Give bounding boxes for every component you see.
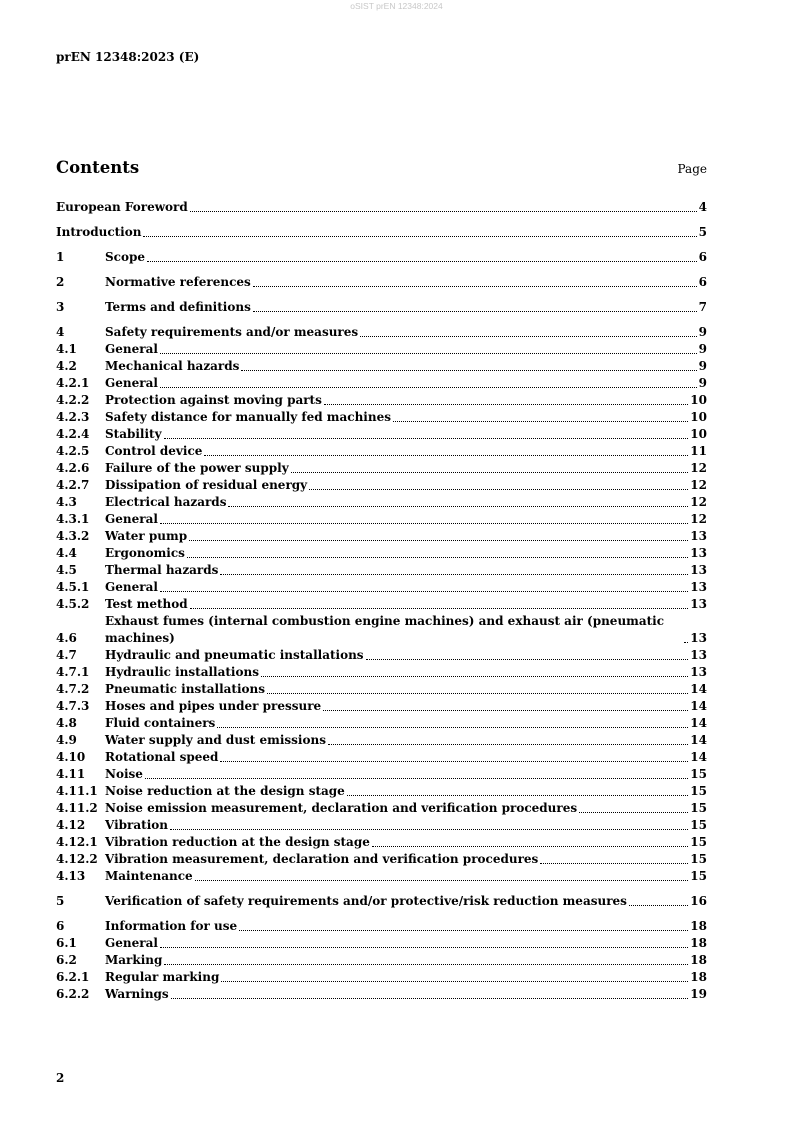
- toc-entry-number: 4.5: [56, 563, 77, 577]
- toc-entry-number: 4.11.2: [56, 801, 98, 815]
- toc-entry-number: 4.12.1: [56, 835, 98, 849]
- toc-entry-title: Rotational speed: [105, 750, 219, 764]
- toc-entry-body: [105, 613, 707, 647]
- toc-entry-page: 13: [690, 580, 707, 594]
- toc-entry-title: Electrical hazards: [105, 495, 227, 509]
- toc-entry-title: Failure of the power supply: [105, 461, 289, 475]
- toc-entry-title: Terms and definitions: [105, 300, 251, 314]
- toc-entry-title: Thermal hazards: [105, 563, 219, 577]
- toc-entry-title: Mechanical hazards: [105, 359, 240, 373]
- toc-entry-body: [105, 749, 707, 766]
- toc-entry[interactable]: [56, 817, 707, 834]
- toc-dot-leader: [267, 693, 688, 694]
- toc-entry-body: [105, 511, 707, 528]
- toc-entry[interactable]: [56, 918, 707, 935]
- toc-entry-title: Exhaust fumes (internal combustion engine machines) and exhaust air (pneumatic machines): [105, 614, 665, 645]
- toc-entry-title: Ergonomics: [105, 546, 185, 560]
- toc-entry-title: Pneumatic installations: [105, 682, 266, 696]
- toc-entry-title: General: [105, 342, 158, 356]
- toc-entry-number: 4.12.2: [56, 852, 98, 866]
- toc-entry-number: 4.1: [56, 342, 77, 356]
- toc-dot-leader: [164, 438, 689, 439]
- toc-entry[interactable]: [56, 893, 707, 910]
- toc-entry-number: 6.2: [56, 953, 77, 967]
- toc-entry-page: 7: [698, 300, 707, 314]
- toc-entry-page: 15: [690, 801, 707, 815]
- toc-entry[interactable]: [56, 800, 707, 817]
- toc-dot-leader: [684, 642, 688, 643]
- toc-entry-page: 12: [690, 512, 707, 526]
- toc-entry-title: General: [105, 580, 158, 594]
- toc-entry-body: [105, 562, 707, 579]
- toc-dot-leader: [253, 286, 697, 287]
- toc-entry-number: 4.2.4: [56, 427, 90, 441]
- toc-entry-body: [105, 800, 707, 817]
- toc-entry-page: 15: [690, 767, 707, 781]
- toc-entry-page: 12: [690, 461, 707, 475]
- toc-entry-title: Safety distance for manually fed machines: [105, 410, 391, 424]
- toc-entry-number: 4.2.7: [56, 478, 90, 492]
- document-id: prEN 12348:2023 (E): [56, 50, 200, 64]
- toc-entry[interactable]: [56, 375, 707, 392]
- toc-entry-body: [105, 274, 707, 291]
- toc-entry-page: 15: [690, 869, 707, 883]
- toc-entry-page: 13: [690, 563, 707, 577]
- toc-dot-leader: [328, 744, 688, 745]
- toc-entry-number: 4: [56, 325, 65, 339]
- toc-entry-title: Noise reduction at the design stage: [105, 784, 345, 798]
- toc-entry-title: Regular marking: [105, 970, 220, 984]
- toc-entry[interactable]: [56, 783, 707, 800]
- toc-entry[interactable]: [56, 426, 707, 443]
- toc-entry-page: 6: [698, 250, 707, 264]
- toc-entry-number: 4.2: [56, 359, 77, 373]
- toc-dot-leader: [347, 795, 689, 796]
- toc-entry-page: 13: [690, 529, 707, 543]
- toc-entry[interactable]: [56, 199, 707, 216]
- toc-entry-body: [105, 392, 707, 409]
- toc-entry-body: [105, 893, 707, 910]
- toc-dot-leader: [360, 336, 697, 337]
- toc-dot-leader: [393, 421, 688, 422]
- toc-entry[interactable]: [56, 341, 707, 358]
- toc-entry-page: 12: [690, 478, 707, 492]
- toc-entry-number: 1: [56, 250, 65, 264]
- toc-entry-page: 16: [690, 894, 707, 908]
- toc-entry-number: 4.8: [56, 716, 77, 730]
- toc-entry-page: 19: [690, 987, 707, 1001]
- toc-entry-number: 4.7: [56, 648, 77, 662]
- toc-dot-leader: [160, 591, 688, 592]
- toc-entry-title: Noise: [105, 767, 143, 781]
- toc-entry-body: [105, 409, 707, 426]
- toc-dot-leader: [291, 472, 689, 473]
- toc-entry-body: [105, 477, 707, 494]
- toc-entry[interactable]: [56, 528, 707, 545]
- toc-entry-page: 11: [690, 444, 707, 458]
- toc-entry[interactable]: [56, 392, 707, 409]
- toc-entry-number: 4.11: [56, 767, 86, 781]
- toc-entry-body: [105, 545, 707, 562]
- toc-entry[interactable]: [56, 952, 707, 969]
- toc-entry-body: [56, 224, 707, 241]
- toc-entry-body: [105, 647, 707, 664]
- toc-dot-leader: [143, 236, 696, 237]
- toc-entry-body: [105, 783, 707, 800]
- toc-entry[interactable]: [56, 409, 707, 426]
- toc-entry-number: 4.2.5: [56, 444, 90, 458]
- toc-entry-page: 15: [690, 784, 707, 798]
- toc-entry-body: [105, 969, 707, 986]
- toc-entry[interactable]: [56, 868, 707, 885]
- toc-entry-number: 4.13: [56, 869, 86, 883]
- toc-entry-page: 5: [698, 225, 707, 239]
- toc-dot-leader: [189, 540, 688, 541]
- toc-dot-leader: [171, 998, 689, 999]
- toc-entry[interactable]: [56, 443, 707, 460]
- toc-entry-page: 9: [698, 342, 707, 356]
- toc-dot-leader: [160, 387, 697, 388]
- toc-entry-title: Vibration: [105, 818, 168, 832]
- toc-entry-number: 2: [56, 275, 65, 289]
- toc-entry[interactable]: [56, 664, 707, 681]
- toc-entry[interactable]: [56, 715, 707, 732]
- toc-entry-body: [105, 596, 707, 613]
- toc-entry-body: [105, 249, 707, 266]
- toc-entry-title: Vibration reduction at the design stage: [105, 835, 370, 849]
- toc-entry-body: [105, 443, 707, 460]
- toc-entry[interactable]: [56, 460, 707, 477]
- toc-entry-title: Maintenance: [105, 869, 193, 883]
- toc-entry-number: 4.3.2: [56, 529, 90, 543]
- toc-entry-page: 15: [690, 852, 707, 866]
- toc-entry-page: 13: [690, 648, 707, 662]
- toc-entry-page: 10: [690, 427, 707, 441]
- toc-dot-leader: [190, 608, 689, 609]
- toc-entry-body: [105, 664, 707, 681]
- toc-entry-page: 14: [690, 733, 707, 747]
- toc-entry-page: 9: [698, 359, 707, 373]
- toc-entry-title: Water supply and dust emissions: [105, 733, 326, 747]
- toc-entry-page: 4: [698, 200, 707, 214]
- toc-entry-title: Protection against moving parts: [105, 393, 322, 407]
- toc-dot-leader: [147, 261, 697, 262]
- toc-entry-page: 18: [690, 970, 707, 984]
- toc-entry-page: 14: [690, 750, 707, 764]
- toc-entry-page: 9: [698, 376, 707, 390]
- toc-entry-number: 4.3.1: [56, 512, 90, 526]
- toc-entry-title: Fluid containers: [105, 716, 216, 730]
- toc-entry-body: [105, 341, 707, 358]
- toc-entry-title: Stability: [105, 427, 162, 441]
- toc-dot-leader: [145, 778, 688, 779]
- toc-dot-leader: [164, 964, 688, 965]
- toc-dot-leader: [160, 947, 688, 948]
- toc-entry-title: Hydraulic and pneumatic installations: [105, 648, 364, 662]
- toc-entry[interactable]: [56, 647, 707, 664]
- toc-dot-leader: [204, 455, 688, 456]
- footer-page-number: 2: [56, 1071, 65, 1085]
- toc-entry-body: [105, 834, 707, 851]
- toc-entry-number: 4.2.1: [56, 376, 90, 390]
- toc-entry-number: 4.10: [56, 750, 86, 764]
- toc-entry-number: 4.7.3: [56, 699, 90, 713]
- toc-entry-title: Introduction: [56, 225, 142, 239]
- toc-entry-page: 18: [690, 919, 707, 933]
- toc-entry[interactable]: [56, 299, 707, 316]
- toc-dot-leader: [217, 727, 688, 728]
- toc-entry-title: General: [105, 512, 158, 526]
- toc-entry-body: [105, 715, 707, 732]
- toc-entry-number: 4.5.1: [56, 580, 90, 594]
- toc-dot-leader: [160, 523, 688, 524]
- toc-entry-title: Hoses and pipes under pressure: [105, 699, 322, 713]
- toc-entry-page: 13: [690, 631, 707, 645]
- toc-entry-number: 4.3: [56, 495, 77, 509]
- toc-entry-number: 3: [56, 300, 65, 314]
- toc-dot-leader: [195, 880, 689, 881]
- toc-entry-body: [105, 952, 707, 969]
- toc-entry-body: [105, 918, 707, 935]
- toc-entry-body: [105, 358, 707, 375]
- toc-entry[interactable]: [56, 851, 707, 868]
- toc-entry[interactable]: [56, 545, 707, 562]
- toc-entry[interactable]: [56, 596, 707, 613]
- toc-entry-title: Normative references: [105, 275, 251, 289]
- toc-entry-body: [105, 766, 707, 783]
- toc-entry-body: [105, 868, 707, 885]
- toc-entry-body: [56, 199, 707, 216]
- toc-entry-page: 14: [690, 699, 707, 713]
- toc-entry-body: [105, 851, 707, 868]
- toc-entry-title: European Foreword: [56, 200, 188, 214]
- toc-entry[interactable]: [56, 579, 707, 596]
- toc-dot-leader: [324, 404, 688, 405]
- toc-entry-page: 15: [690, 835, 707, 849]
- toc-entry-number: 4.7.2: [56, 682, 90, 696]
- toc-entry-page: 13: [690, 546, 707, 560]
- toc-entry[interactable]: [56, 324, 707, 341]
- toc-entry-page: 14: [690, 682, 707, 696]
- toc-entry[interactable]: [56, 494, 707, 511]
- toc-dot-leader: [190, 211, 697, 212]
- toc-entry-page: 10: [690, 393, 707, 407]
- toc-entry[interactable]: [56, 477, 707, 494]
- toc-entry[interactable]: [56, 834, 707, 851]
- toc-entry[interactable]: [56, 969, 707, 986]
- toc-entry-page: 13: [690, 597, 707, 611]
- toc-dot-leader: [253, 311, 697, 312]
- page-column-label: Page: [677, 162, 707, 176]
- toc-entry[interactable]: [56, 749, 707, 766]
- toc-dot-leader: [309, 489, 688, 490]
- toc-entry-body: [105, 817, 707, 834]
- toc-entry-title: Dissipation of residual energy: [105, 478, 308, 492]
- toc-entry-number: 4.2.6: [56, 461, 90, 475]
- toc-entry-title: Safety requirements and/or measures: [105, 325, 359, 339]
- toc-entry-number: 4.5.2: [56, 597, 90, 611]
- toc-entry-body: [105, 324, 707, 341]
- table-of-contents: [56, 199, 707, 1003]
- toc-entry-title: Noise emission measurement, declaration and verification procedures: [105, 801, 578, 815]
- toc-entry-title: Test method: [105, 597, 188, 611]
- toc-entry-number: 6: [56, 919, 65, 933]
- toc-entry[interactable]: [56, 698, 707, 715]
- toc-entry[interactable]: [56, 732, 707, 749]
- contents-title: Contents: [56, 158, 140, 177]
- toc-entry-page: 14: [690, 716, 707, 730]
- toc-dot-leader: [323, 710, 688, 711]
- toc-dot-leader: [579, 812, 688, 813]
- toc-entry-page: 15: [690, 818, 707, 832]
- toc-entry-number: 4.2.2: [56, 393, 90, 407]
- toc-entry-number: 4.2.3: [56, 410, 90, 424]
- toc-entry-number: 4.6: [56, 631, 77, 645]
- toc-dot-leader: [170, 829, 688, 830]
- toc-entry-number: 5: [56, 894, 65, 908]
- toc-entry-number: 6.2.1: [56, 970, 90, 984]
- toc-entry-body: [105, 375, 707, 392]
- toc-entry-number: 4.4: [56, 546, 77, 560]
- toc-entry-body: [105, 528, 707, 545]
- toc-entry-body: [105, 460, 707, 477]
- toc-dot-leader: [160, 353, 697, 354]
- toc-entry[interactable]: [56, 249, 707, 266]
- toc-entry[interactable]: [56, 986, 707, 1003]
- toc-entry-number: 6.1: [56, 936, 77, 950]
- toc-entry-page: 10: [690, 410, 707, 424]
- toc-dot-leader: [220, 574, 688, 575]
- watermark: oSIST prEN 12348:2024: [350, 1, 443, 11]
- toc-entry[interactable]: [56, 358, 707, 375]
- toc-entry[interactable]: [56, 935, 707, 952]
- toc-dot-leader: [221, 981, 688, 982]
- toc-dot-leader: [228, 506, 688, 507]
- toc-entry-body: [105, 698, 707, 715]
- toc-dot-leader: [366, 659, 689, 660]
- toc-entry-body: [105, 732, 707, 749]
- toc-entry-number: 4.9: [56, 733, 77, 747]
- toc-entry[interactable]: [56, 511, 707, 528]
- toc-entry-body: [105, 426, 707, 443]
- toc-entry[interactable]: [56, 613, 707, 647]
- toc-entry[interactable]: [56, 766, 707, 783]
- toc-dot-leader: [629, 905, 688, 906]
- toc-entry-number: 4.12: [56, 818, 86, 832]
- toc-entry-title: Marking: [105, 953, 163, 967]
- toc-entry-title: Hydraulic installations: [105, 665, 259, 679]
- toc-dot-leader: [220, 761, 688, 762]
- toc-entry[interactable]: [56, 681, 707, 698]
- toc-entry-title: General: [105, 376, 158, 390]
- toc-entry-title: Information for use: [105, 919, 238, 933]
- toc-entry-body: [105, 494, 707, 511]
- toc-entry[interactable]: [56, 562, 707, 579]
- toc-entry-title: Scope: [105, 250, 146, 264]
- toc-dot-leader: [540, 863, 688, 864]
- toc-entry-body: [105, 579, 707, 596]
- toc-entry-title: General: [105, 936, 158, 950]
- toc-dot-leader: [241, 370, 696, 371]
- toc-entry-body: [105, 681, 707, 698]
- toc-entry-number: 4.11.1: [56, 784, 98, 798]
- toc-entry-page: 9: [698, 325, 707, 339]
- toc-entry-page: 12: [690, 495, 707, 509]
- toc-entry[interactable]: [56, 274, 707, 291]
- contents-heading: [56, 158, 707, 177]
- toc-entry[interactable]: [56, 224, 707, 241]
- toc-dot-leader: [261, 676, 688, 677]
- toc-entry-title: Control device: [105, 444, 203, 458]
- toc-entry-page: 18: [690, 953, 707, 967]
- toc-entry-page: 13: [690, 665, 707, 679]
- toc-entry-body: [105, 299, 707, 316]
- toc-entry-page: 6: [698, 275, 707, 289]
- toc-dot-leader: [372, 846, 688, 847]
- toc-entry-page: 18: [690, 936, 707, 950]
- toc-dot-leader: [187, 557, 688, 558]
- toc-entry-title: Warnings: [105, 987, 169, 1001]
- toc-entry-body: [105, 986, 707, 1003]
- toc-entry-body: [105, 935, 707, 952]
- toc-entry-title: Water pump: [105, 529, 188, 543]
- toc-entry-title: Verification of safety requirements and/or protective/risk reduction measures: [105, 894, 627, 908]
- toc-entry-number: 4.7.1: [56, 665, 90, 679]
- toc-entry-title: Vibration measurement, declaration and verification procedures: [105, 852, 539, 866]
- toc-entry-number: 6.2.2: [56, 987, 90, 1001]
- toc-dot-leader: [239, 930, 688, 931]
